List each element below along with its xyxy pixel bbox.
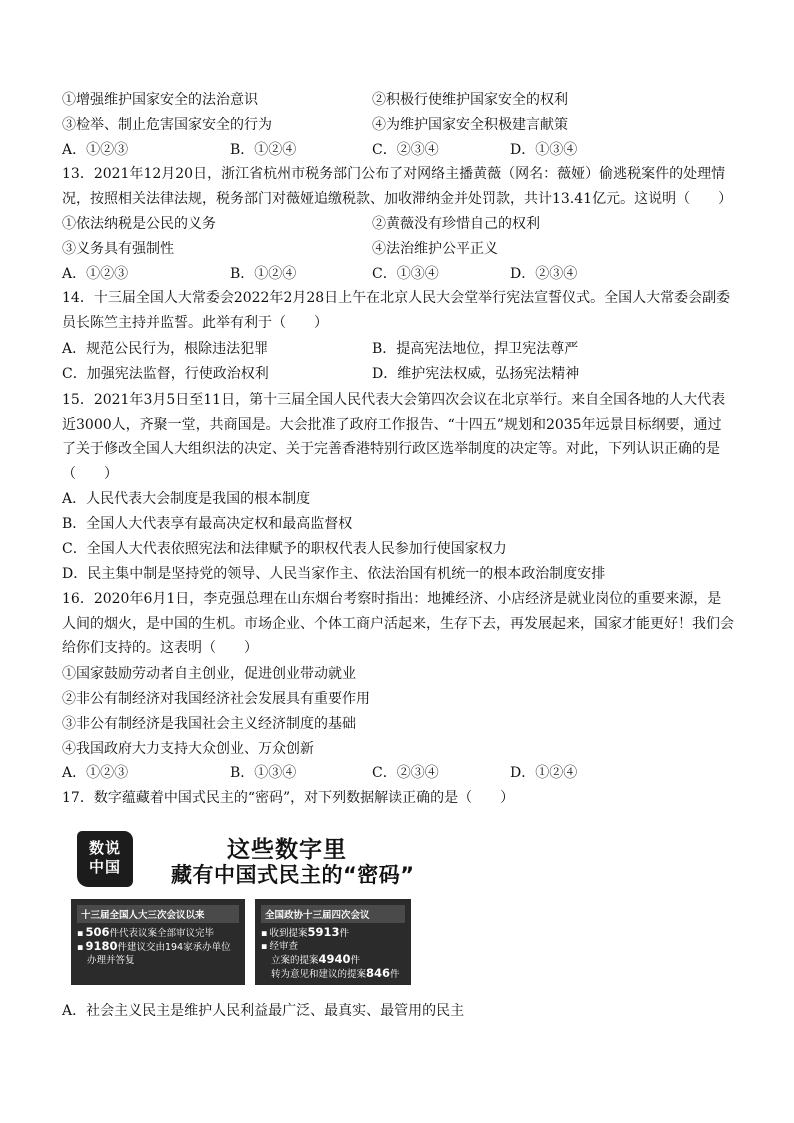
q14-choice-row-1 bbox=[62, 338, 742, 360]
q16-option-4: ④我国政府大力支持大众创业、万众创新 bbox=[62, 741, 314, 757]
q13-option-3: ③义务具有强制性 bbox=[62, 241, 174, 257]
q16-stem bbox=[62, 587, 738, 661]
cppcc-item-2-text: 经审查 bbox=[269, 941, 298, 952]
q16-option-2: ②非公有制经济对我国经济社会发展具有重要作用 bbox=[62, 691, 370, 707]
q15-stem-line-1: 15．2021年3月5日至11日，第十三届全国人民代表大会第四次会议在北京举行。来自全国各地的人大代表 bbox=[62, 392, 726, 408]
q13-option-4: ④法治维护公平正义 bbox=[372, 241, 498, 257]
q12-option-4: ④为维护国家安全积极建言献策 bbox=[372, 117, 568, 133]
q13-choice-a: A．①②③ bbox=[62, 266, 129, 282]
q14-choice-a: A．规范公民行为，根除违法犯罪 bbox=[62, 341, 269, 357]
q12-option-1: ①增强维护国家安全的法治意识 bbox=[62, 92, 258, 108]
cppcc-panel-heading: 全国政协十三届四次会议 bbox=[261, 905, 405, 923]
logo-text-line-2: 中国 bbox=[88, 858, 121, 876]
q15-choice-c: C．全国人大代表依照宪法和法律赋予的职权代表人民参加行使国家权力 bbox=[62, 541, 507, 557]
q13-choice-b: B．①②④ bbox=[230, 266, 297, 282]
cppcc-item-2-number-1: 4940 bbox=[318, 952, 351, 966]
q13-stem-line-2: 况，按照相关法律法规，税务部门对薇娅追缴税款、加收滞纳金并处罚款，共计13.41亿元。这说明（ ） bbox=[62, 190, 733, 207]
q13-option-1: ①依法纳税是公民的义务 bbox=[62, 216, 216, 232]
npc-item-2-text: 件建议交由194家承办单位 bbox=[117, 942, 231, 953]
cppcc-item-1-text: 收到提案 bbox=[269, 928, 308, 939]
logo-text-line-1: 数说 bbox=[88, 839, 121, 857]
bullet-icon: ▪ bbox=[261, 941, 268, 952]
q16-choice-b: B．①③④ bbox=[230, 765, 297, 781]
cppcc-item-2-line-2 bbox=[261, 953, 405, 967]
npc-item-1-number: 506 bbox=[85, 925, 110, 939]
q16-stem-line-1: 16．2020年6月1日，李克强总理在山东烟台考察时指出：地摊经济、小店经济是就业岗位的重要来源，是 bbox=[62, 591, 722, 607]
bullet-icon: ▪ bbox=[77, 928, 84, 939]
q16-choice-d: D．①②④ bbox=[510, 765, 578, 781]
bullet-icon: ▪ bbox=[77, 942, 84, 953]
cppcc-item-2-line-3-text: 转为意见和建议的提案 bbox=[271, 969, 367, 980]
cppcc-item-2-unit-2: 件 bbox=[390, 969, 400, 980]
q14-choice-d: D．维护宪法权威，弘扬宪法精神 bbox=[372, 366, 580, 382]
q12-choices bbox=[62, 139, 742, 161]
q13-stem-line-1: 13．2021年12月20日，浙江省杭州市税务部门公布了对网络主播黄薇（网名：薇娅）偷逃税案件的处理情 bbox=[62, 166, 726, 182]
npc-panel bbox=[71, 899, 245, 985]
cppcc-item-2-number-2: 846 bbox=[366, 966, 391, 980]
q15-choice-b: B．全国人大代表享有最高决定权和最高监督权 bbox=[62, 516, 353, 532]
q12-choice-d: D．①③④ bbox=[510, 142, 578, 158]
q14-choice-b: B．提高宪法地位，捍卫宪法尊严 bbox=[372, 341, 579, 357]
q16-stem-line-2: 人间的烟火，是中国的生机。市场企业、个体工商户活起来，生存下去，再发展起来，国家才能更好！我们会 bbox=[62, 615, 734, 632]
cppcc-panel bbox=[255, 899, 411, 985]
democracy-infographic bbox=[71, 827, 416, 989]
q15-stem-line-2: 近3000人，齐聚一堂，共商国是。大会批准了政府工作报告、“十四五”规划和2035年远景目标纲要，通过 bbox=[62, 416, 722, 433]
q13-option-2: ②黄薇没有珍惜自己的权利 bbox=[372, 216, 540, 232]
q13-option-row-1 bbox=[62, 213, 742, 235]
cppcc-item-2-unit-1: 件 bbox=[350, 955, 361, 966]
q15-stem-line-3: 了关于修改全国人大组织法的决定、关于完善香港特别行政区选举制度的决定等。对此，下列认识正确的是 bbox=[62, 441, 720, 458]
q13-choice-d: D．②③④ bbox=[510, 266, 578, 282]
q16-option-1: ①国家鼓励劳动者自主创业，促进创业带动就业 bbox=[62, 666, 356, 682]
q13-choices bbox=[62, 263, 742, 285]
cppcc-item-2-line-2-text: 立案的提案 bbox=[271, 955, 319, 966]
q12-option-row-1 bbox=[62, 89, 742, 111]
q14-choice-c: C．加强宪法监督，行使政治权利 bbox=[62, 366, 269, 382]
q17-choice-a: A．社会主义民主是维护人民利益最广泛、最真实、最管用的民主 bbox=[62, 1003, 465, 1019]
q16-choice-c: C．②③④ bbox=[372, 765, 439, 781]
q14-stem bbox=[62, 286, 738, 335]
cppcc-item-1 bbox=[261, 926, 405, 940]
cppcc-item-1-number: 5913 bbox=[307, 925, 340, 939]
q14-choice-row-2 bbox=[62, 363, 742, 385]
cppcc-item-1-unit: 件 bbox=[339, 928, 349, 939]
q16-choices bbox=[62, 762, 742, 784]
q12-choice-b: B．①②④ bbox=[230, 142, 297, 158]
q13-choice-c: C．①③④ bbox=[372, 266, 439, 282]
q13-stem bbox=[62, 162, 738, 211]
q12-choice-c: C．②③④ bbox=[372, 142, 439, 158]
shushuo-zhongguo-logo bbox=[77, 831, 133, 887]
cppcc-item-2-line-3 bbox=[261, 967, 405, 981]
q14-stem-line-1: 14．十三届全国人大常委会2022年2月28日上午在北京人民大会堂举行宪法宣誓仪式。全国人大常委会副委 bbox=[62, 290, 731, 306]
q17-stem: 17．数字蕴藏着中国式民主的“密码”，对下列数据解读正确的是（ ） bbox=[62, 790, 515, 806]
q15-stem bbox=[62, 388, 738, 486]
q12-choice-a: A．①②③ bbox=[62, 142, 129, 158]
infographic-title-line-2: 藏有中国式民主的“密码” bbox=[171, 863, 415, 887]
npc-item-2 bbox=[77, 940, 239, 954]
infographic-title-line-1: 这些数字里 bbox=[227, 837, 347, 863]
q14-stem-line-2: 员长陈竺主持并监誓。此举有利于（ ） bbox=[62, 314, 328, 331]
q12-option-row-2 bbox=[62, 114, 742, 136]
q15-choice-a: A．人民代表大会制度是我国的根本制度 bbox=[62, 491, 311, 507]
q12-option-2: ②积极行使维护国家安全的权利 bbox=[372, 92, 568, 108]
npc-item-1 bbox=[77, 926, 239, 940]
npc-panel-heading: 十三届全国人大三次会议以来 bbox=[77, 905, 239, 923]
q16-stem-line-3: 给你们支持的。这表明（ ） bbox=[62, 640, 258, 657]
npc-item-2-number: 9180 bbox=[85, 939, 118, 953]
npc-item-2-continuation: 办理并答复 bbox=[87, 955, 135, 966]
npc-item-1-text: 件代表议案全部审议完毕 bbox=[109, 928, 214, 939]
q16-choice-a: A．①②③ bbox=[62, 765, 129, 781]
q12-option-3: ③检举、制止危害国家安全的行为 bbox=[62, 117, 272, 133]
q13-option-row-2 bbox=[62, 238, 742, 260]
q16-option-3: ③非公有制经济是我国社会主义经济制度的基础 bbox=[62, 716, 356, 732]
q15-stem-line-4: （ ） bbox=[62, 465, 118, 482]
bullet-icon: ▪ bbox=[261, 928, 268, 939]
q15-choice-d: D．民主集中制是坚持党的领导、人民当家作主、依法治国有机统一的根本政治制度安排 bbox=[62, 566, 606, 582]
